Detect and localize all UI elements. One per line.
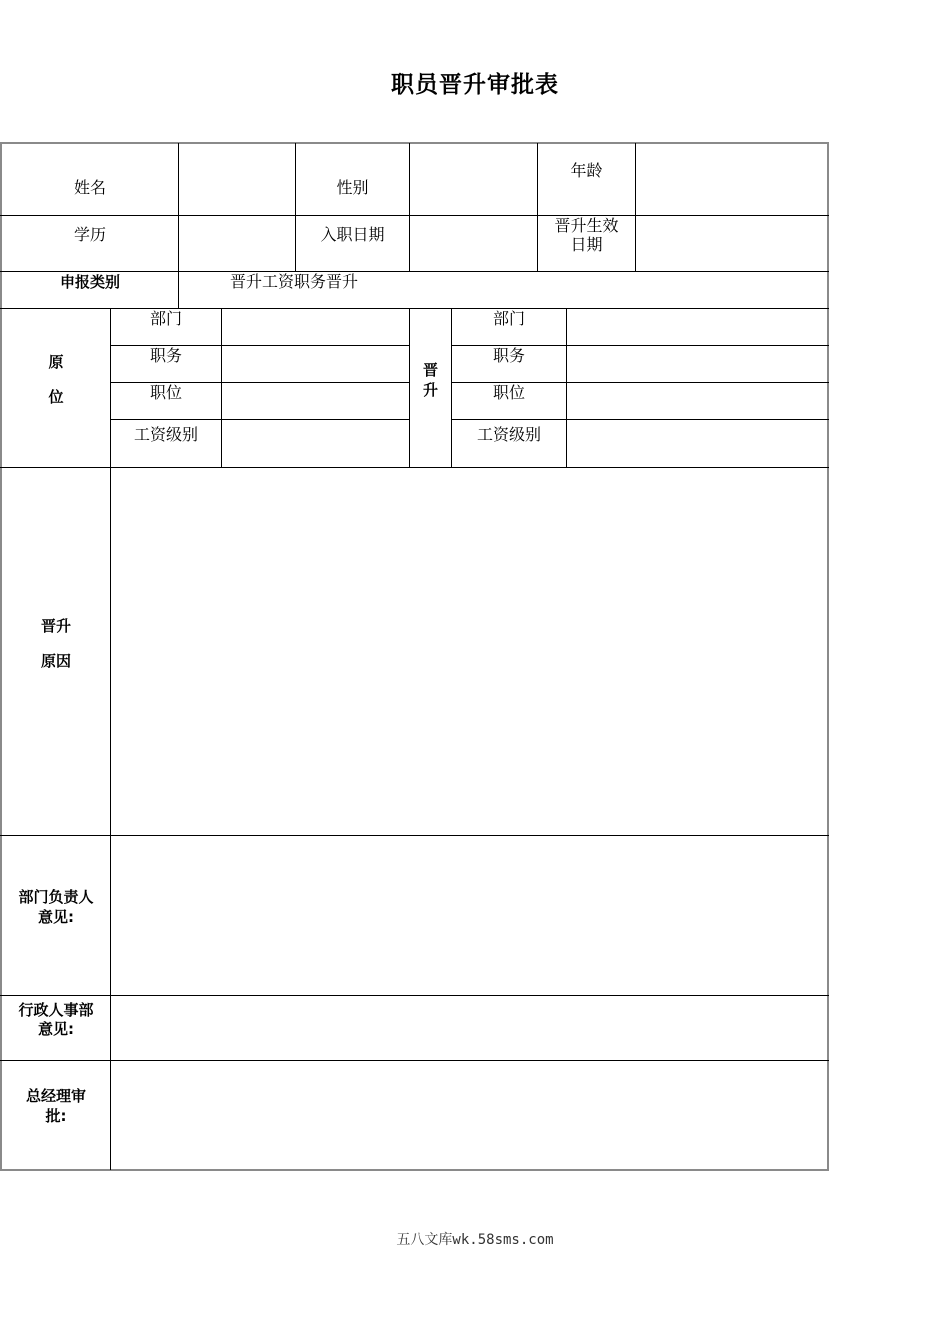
row-divider — [110, 419, 409, 420]
gender-label: 性别 — [336, 178, 369, 197]
footer-watermark: 五八文库wk.58sms.com — [396, 1232, 554, 1248]
promotion-dept-label: 部门 — [492, 309, 525, 328]
promotion-duty-label: 职务 — [492, 346, 525, 365]
education-label: 学历 — [73, 225, 106, 244]
promotion-position-field[interactable] — [568, 384, 826, 418]
row-divider — [0, 467, 829, 468]
gm-approval-field[interactable] — [112, 1062, 826, 1168]
original-dept-field[interactable] — [223, 310, 408, 344]
promotion-dept-field[interactable] — [568, 310, 826, 344]
original-label-line2: 位 — [48, 388, 64, 406]
category-label: 申报类别 — [59, 273, 120, 291]
effective-date-label-line1: 晋升生效 — [554, 216, 619, 235]
original-dept-label: 部门 — [149, 309, 182, 328]
hr-opinion-label-line1: 行政人事部 — [18, 1001, 94, 1019]
gm-approval-label-line1: 总经理审 — [25, 1087, 86, 1105]
promotion-grade-label: 工资级别 — [476, 425, 541, 444]
original-position-label: 职位 — [149, 383, 182, 402]
original-duty-field[interactable] — [223, 347, 408, 381]
row-divider — [0, 215, 829, 216]
gender-field[interactable] — [411, 145, 536, 214]
row-divider — [0, 995, 829, 996]
dept-head-opinion-field[interactable] — [112, 837, 826, 994]
original-label-line1: 原 — [48, 353, 64, 371]
dept-head-opinion-label-line2: 意见: — [38, 908, 74, 926]
page-title: 职员晋升审批表 — [391, 71, 559, 98]
column-divider — [295, 143, 296, 272]
name-field[interactable] — [180, 145, 294, 214]
promotion-duty-field[interactable] — [568, 347, 826, 381]
column-divider — [566, 308, 567, 468]
original-duty-label: 职务 — [149, 346, 182, 365]
column-divider — [221, 308, 222, 468]
dept-head-opinion-label-line1: 部门负责人 — [18, 888, 94, 906]
original-grade-label: 工资级别 — [133, 425, 198, 444]
hr-opinion-label-line2: 意见: — [38, 1020, 74, 1038]
column-divider — [409, 143, 410, 272]
category-value[interactable]: 晋升工资职务晋升 — [230, 272, 359, 291]
age-label: 年龄 — [570, 161, 603, 180]
gm-approval-label-line2: 批: — [45, 1107, 67, 1125]
hire-date-label: 入职日期 — [320, 225, 385, 244]
promotion-grade-field[interactable] — [568, 421, 826, 466]
column-divider — [635, 143, 636, 272]
hire-date-field[interactable] — [411, 217, 536, 270]
promotion-label-line1: 晋 — [422, 361, 438, 379]
original-position-field[interactable] — [223, 384, 408, 418]
education-field[interactable] — [180, 217, 294, 270]
row-divider — [0, 835, 829, 836]
column-divider — [178, 143, 179, 309]
row-divider — [451, 419, 829, 420]
name-label: 姓名 — [73, 178, 106, 197]
hr-opinion-field[interactable] — [112, 997, 826, 1059]
age-field[interactable] — [637, 145, 826, 214]
promotion-label-line2: 升 — [422, 381, 438, 399]
original-grade-field[interactable] — [223, 421, 408, 466]
effective-date-field[interactable] — [637, 217, 826, 270]
promotion-position-label: 职位 — [492, 383, 525, 402]
reason-label-line2: 原因 — [40, 652, 71, 670]
reason-field[interactable] — [112, 469, 826, 834]
reason-label-line1: 晋升 — [40, 617, 71, 635]
effective-date-label-line2: 日期 — [570, 235, 603, 254]
row-divider — [0, 1060, 829, 1061]
